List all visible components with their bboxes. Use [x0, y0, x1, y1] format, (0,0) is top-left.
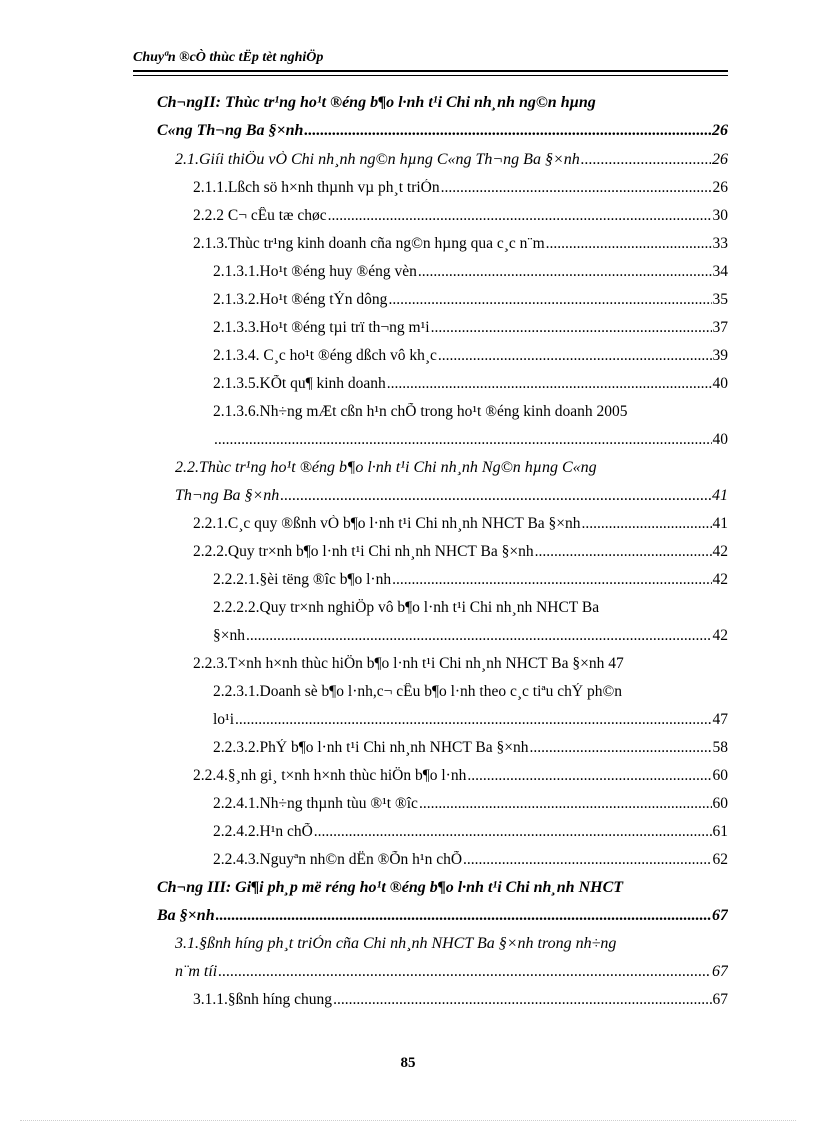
toc-entry-text: 2.1.3.2.Ho¹t ®éng tÝn dông	[213, 291, 388, 308]
toc-entry-text: Ch¬ngII: Thùc tr¹ng ho¹t ®éng b¶o l·nh t¹i Chi nh¸nh ng©n hµng	[157, 94, 596, 111]
toc-page-number: 61	[712, 823, 728, 840]
toc-page-number: 47	[712, 711, 728, 728]
toc-page-number: 35	[712, 291, 728, 308]
toc-entry-text: 2.2.3.T×nh h×nh thùc hiÖn b¶o l·nh t¹i Chi nh¸nh NHCT Ba §×nh 47	[193, 655, 624, 672]
toc-section-3-1-line1	[175, 935, 728, 953]
toc-entry-text: 2.1.3.5.KÕt qu¶ kinh doanh	[213, 375, 386, 392]
toc-entry-text: 2.2.1.C¸c quy ®ßnh vÒ b¶o l·nh t¹i Chi nh¸nh NHCT Ba §×nh	[193, 515, 581, 532]
toc-entry-text: 2.1.3.1.Ho¹t ®éng huy ®éng vèn	[213, 263, 417, 280]
toc-item-2-2-2-2-line1	[213, 599, 728, 617]
toc-section-3-1-line2	[175, 963, 728, 981]
toc-entry-text: 2.1.1.Lßch sö h×nh thµnh vµ ph¸t triÓn	[193, 179, 440, 196]
dot-leader	[467, 767, 711, 785]
toc-entry-text: 2.1.3.3.Ho¹t ®éng tµi trï th¬ng m¹i	[213, 319, 430, 336]
toc-entry-text: 2.2.3.1.Doanh sè b¶o l·nh,c¬ cÊu b¶o l·nh theo c¸c tiªu chÝ ph©n	[213, 683, 623, 700]
dot-leader	[333, 991, 711, 1009]
toc-item-2-2-4-3	[213, 851, 728, 869]
toc-page-number: 39	[712, 347, 728, 364]
dot-leader	[387, 375, 712, 393]
toc-page-number: 30	[712, 207, 728, 224]
toc-item-2-2-2b	[193, 543, 728, 561]
toc-entry-text: Ch¬ng III: Gi¶i ph¸p më réng ho¹t ®éng b¶o l·nh t¹i Chi nh¸nh NHCT	[157, 879, 624, 896]
toc-entry-text: 2.1.3.4. C¸c ho¹t ®éng dßch vô kh¸c	[213, 347, 437, 364]
toc-chapter-2-line1	[157, 94, 728, 112]
toc-entry-text: 2.2.Thùc tr¹ng ho¹t ®éng b¶o l·nh t¹i Chi nh¸nh Ng©n hµng C«ng	[175, 459, 597, 476]
toc-entry-text: Ba §×nh	[157, 907, 215, 924]
toc-item-2-2-2	[193, 207, 728, 225]
toc-page-number: 40	[712, 431, 728, 448]
toc-page-number: 67	[712, 991, 728, 1008]
toc-page-number: 41	[712, 487, 728, 504]
toc-entry-text: 3.1.§ßnh híng ph¸t triÓn cña Chi nh¸nh NHCT Ba §×nh trong nh÷ng	[175, 935, 617, 952]
toc-page-number: 26	[712, 179, 728, 196]
toc-entry-text: 2.2.2 C¬ cÊu tæ chøc	[193, 207, 327, 224]
dot-leader	[214, 431, 712, 449]
toc-item-2-2-2-2-line2	[213, 627, 728, 645]
toc-item-2-1-3-5	[213, 375, 728, 393]
dot-leader	[235, 711, 711, 729]
toc-entry-text: 3.1.1.§ßnh híng chung	[193, 991, 333, 1008]
toc-page-number: 60	[712, 767, 728, 784]
toc-page-number: 42	[712, 627, 728, 644]
toc-section-2-2-line2	[175, 487, 728, 505]
document-header: Chuyªn ®cÒ thùc tËp tèt nghiÖp	[133, 50, 324, 65]
toc-chapter-3-line2	[157, 907, 728, 925]
toc-page-number: 26	[712, 122, 728, 139]
toc-item-2-2-2-1	[213, 571, 728, 589]
toc-page-number: 34	[712, 263, 728, 280]
toc-entry-text: 2.1.3.6.Nh÷ng mÆt cßn h¹n chÕ trong ho¹t ®éng kinh doanh 2005	[213, 403, 628, 420]
toc-page-number: 26	[712, 151, 728, 168]
dot-leader	[314, 823, 712, 841]
toc-entry-text: 2.2.2.1.§èi tëng ®îc b¶o l·nh	[213, 571, 392, 588]
toc-entry-text: 2.2.4.1.Nh÷ng thµnh tùu ®¹t ®îc	[213, 795, 418, 812]
toc-entry-text: lo¹i	[213, 711, 235, 728]
toc-item-2-2-1	[193, 515, 728, 533]
dot-leader	[535, 543, 712, 561]
toc-entry-text: Th¬ng Ba §×nh	[175, 487, 280, 504]
dot-leader	[431, 319, 712, 337]
toc-entry-text: 2.1.3.Thùc tr¹ng kinh doanh cña ng©n hµng qua c¸c n¨m	[193, 235, 545, 252]
toc-entry-text: 2.2.4.2.H¹n chÕ	[213, 823, 313, 840]
dot-leader	[392, 571, 711, 589]
dot-leader	[388, 291, 711, 309]
toc-item-2-2-3	[193, 655, 728, 673]
toc-page-number: 37	[712, 319, 728, 336]
toc-item-2-2-3-1-line1	[213, 683, 728, 701]
dot-leader	[304, 122, 711, 140]
toc-item-2-2-4-1	[213, 795, 728, 813]
dot-leader	[530, 739, 712, 757]
dot-leader	[328, 207, 712, 225]
toc-page-number: 67	[712, 963, 728, 980]
toc-section-2-2-line1	[175, 459, 728, 477]
toc-item-2-2-3-2	[213, 739, 728, 757]
toc-entry-text: n¨m tíi	[175, 963, 218, 980]
toc-entry-text: 2.2.4.3.Nguyªn nh©n dËn ®Õn h¹n chÕ	[213, 851, 463, 868]
toc-page-number: 62	[712, 851, 728, 868]
toc-entry-text: 2.2.4.§¸nh gi¸ t×nh h×nh thùc hiÖn b¶o l·nh	[193, 767, 467, 784]
toc-entry-text: C«ng Th¬ng Ba §×nh	[157, 122, 304, 139]
toc-section-2-1	[175, 151, 728, 169]
toc-item-2-2-4	[193, 767, 728, 785]
toc-page-number: 33	[712, 235, 728, 252]
dot-leader	[246, 627, 712, 645]
toc-page-number: 42	[712, 571, 728, 588]
page-number: 85	[400, 1055, 416, 1071]
toc-item-2-2-4-2	[213, 823, 728, 841]
toc-chapter-2-line2	[157, 122, 728, 140]
toc-item-2-1-3-1	[213, 263, 728, 281]
toc-page-number: 41	[712, 515, 728, 532]
dot-leader	[546, 235, 712, 253]
toc-item-2-1-3-6-line2	[213, 431, 728, 449]
toc-page-number: 60	[712, 795, 728, 812]
dot-leader	[216, 907, 711, 925]
dot-leader	[218, 963, 711, 981]
toc-entry-text: 2.2.2.2.Quy tr×nh nghiÖp vô b¶o l·nh t¹i Chi nh¸nh NHCT Ba	[213, 599, 600, 616]
toc-page-number: 67	[712, 907, 728, 924]
page-edge-divider	[20, 1120, 796, 1121]
dot-leader	[581, 151, 711, 169]
toc-item-3-1-1	[193, 991, 728, 1009]
dot-leader	[441, 179, 712, 197]
toc-entry-text: 2.1.Giíi thiÖu vÒ Chi nh¸nh ng©n hµng C«ng Th¬ng Ba §×nh	[175, 151, 580, 168]
toc-page-number: 42	[712, 543, 728, 560]
toc-item-2-1-3	[193, 235, 728, 253]
toc-entry-text: §×nh	[213, 627, 245, 644]
toc-item-2-1-3-3	[213, 319, 728, 337]
toc-chapter-3-line1	[157, 879, 728, 897]
header-rule-thin	[133, 75, 728, 76]
toc-item-2-1-3-4	[213, 347, 728, 365]
toc-item-2-1-3-6-line1	[213, 403, 728, 421]
toc-entry-text: 2.2.3.2.PhÝ b¶o l·nh t¹i Chi nh¸nh NHCT Ba §×nh	[213, 739, 529, 756]
toc-item-2-1-1	[193, 179, 728, 197]
toc-page-number: 40	[712, 375, 728, 392]
toc-item-2-1-3-2	[213, 291, 728, 309]
header-rule-thick	[133, 70, 728, 72]
dot-leader	[280, 487, 711, 505]
dot-leader	[463, 851, 711, 869]
toc-entry-text: 2.2.2.Quy tr×nh b¶o l·nh t¹i Chi nh¸nh NHCT Ba §×nh	[193, 543, 534, 560]
dot-leader	[419, 795, 712, 813]
dot-leader	[418, 263, 712, 281]
toc-page-number: 58	[712, 739, 728, 756]
dot-leader	[582, 515, 712, 533]
toc-item-2-2-3-1-line2	[213, 711, 728, 729]
dot-leader	[438, 347, 712, 365]
